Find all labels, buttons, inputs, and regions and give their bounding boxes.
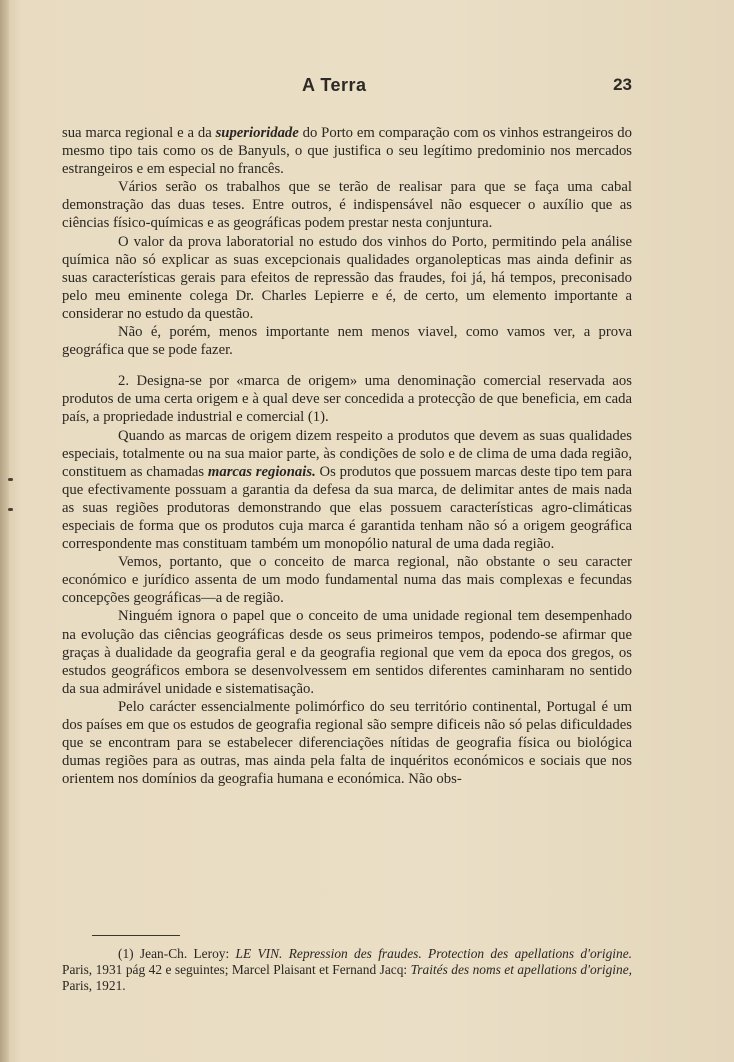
margin-mark — [8, 508, 13, 511]
footnote-title: LE VIN. Repression des fraudes. Protection des apellations d'origine. — [235, 946, 633, 961]
paragraph: Vemos, portanto, que o conceito de marca regional, não obstante o seu caracter económico e jurídico assenta de um modo fundamental numa das mais complexas e fecundas concepções geográficas—a de região. — [62, 554, 632, 607]
running-header — [62, 75, 632, 101]
text-run: do Porto em comparação com os vinhos estrangeiros do mesmo tipo tais como os de Banyuls, o que justifica o seu legítimo predominio nos mercados estrangeiros e em especial no francês. — [62, 125, 632, 178]
paragraph — [62, 427, 632, 554]
footnote-rule — [92, 935, 180, 936]
footnote-text: (1) Jean-Ch. Leroy: — [118, 946, 236, 961]
footnote — [62, 946, 632, 995]
running-title: A Terra — [302, 75, 367, 95]
footnote-title: Traités des noms et apellations d'origine, — [410, 962, 632, 978]
paragraph — [62, 124, 632, 178]
text-run: Quando as marcas de origem dizem respeito a produtos que devem as suas qualidades especiais, totalmente ou na sua maior parte, às condições de solo e de clima de uma dada região, constituem as chamadas — [62, 427, 632, 480]
page-gutter-shadow — [0, 0, 9, 1062]
paragraph: Pelo carácter essencialmente polimórfico do seu território continental, Portugal é um dos países em que os estudos de geografia regional são sempre dificeis não só pelas dificuldades que se encontram para se estabelecer diferenciações nítidas de geografia física ou biológica dumas regiões para as outras, mas ainda pela falta de inquéritos económicos e sociais que nos orientem nos domínios da geografia humana e económica. Não obs- — [62, 698, 632, 788]
footnote-text: Paris, 1921. — [62, 978, 126, 994]
emphasized-term: superioridade — [215, 125, 299, 141]
footnote-text: Paris, 1931 pág 42 e seguintes; Marcel Plaisant et Fernand Jacq: — [62, 962, 411, 978]
text-run: Os produtos que possuem marcas deste tipo tem para que efectivamente possuam a garantia da defesa da sua marca, de delimitar antes de mais nada as suas regiões produtoras demonstrando que elas possuem características agro-climáticas especiais de forma que os produtos cuja marca é garantida tenham não só a origem geográfica correspondente mas constituam também um monopólio natural de uma dada região. — [62, 463, 632, 553]
paragraph: 2. Designa-se por «marca de origem» uma denominação comercial reservada aos produtos de uma certa origem e à qual deve ser concedida a protecção de que beneficia, em cada país, a propriedade industrial e comercial (1). — [62, 373, 632, 426]
margin-mark — [8, 478, 13, 481]
page-number: 23 — [613, 75, 632, 94]
body-text — [62, 124, 632, 788]
paragraph: O valor da prova laboratorial no estudo dos vinhos do Porto, permitindo pela análise química não só explicar as suas excepcionais qualidades organolepticas mas ainda definir as suas características gerais para efeitos de repressão das fraudes, foi já, há tempos, preconisado pelo meu eminente colega Dr. Charles Lepierre e é, de certo, um elemento importante a considerar no estudo da questão. — [62, 233, 632, 322]
paragraph: Não é, porém, menos importante nem menos viavel, como vamos ver, a prova geográfica que se pode fazer. — [62, 324, 632, 359]
paragraph: Vários serão os trabalhos que se terão de realisar para que se faça uma cabal demonstração das duas teses. Entre outros, é indispensável não esquecer o auxílio que as ciências físico-químicas e as geográficas podem prestar nesta conjuntura. — [62, 179, 632, 232]
emphasized-term: marcas regionais. — [207, 463, 316, 480]
text-run: sua marca regional e a da — [62, 125, 216, 141]
paragraph: Ninguém ignora o papel que o conceito de uma unidade regional tem desempenhado na evolução das ciências geográficas desde os seus primeiros tempos, podendo-se afirmar que graças à dualidade da geografia geral e da geografia regional que vem da epoca dos gregos, os estudos geográficos embora se desenvolvessem em sentidos diferentes caminharam no sentido da sua admirável unidade e sistematisação. — [62, 608, 632, 697]
